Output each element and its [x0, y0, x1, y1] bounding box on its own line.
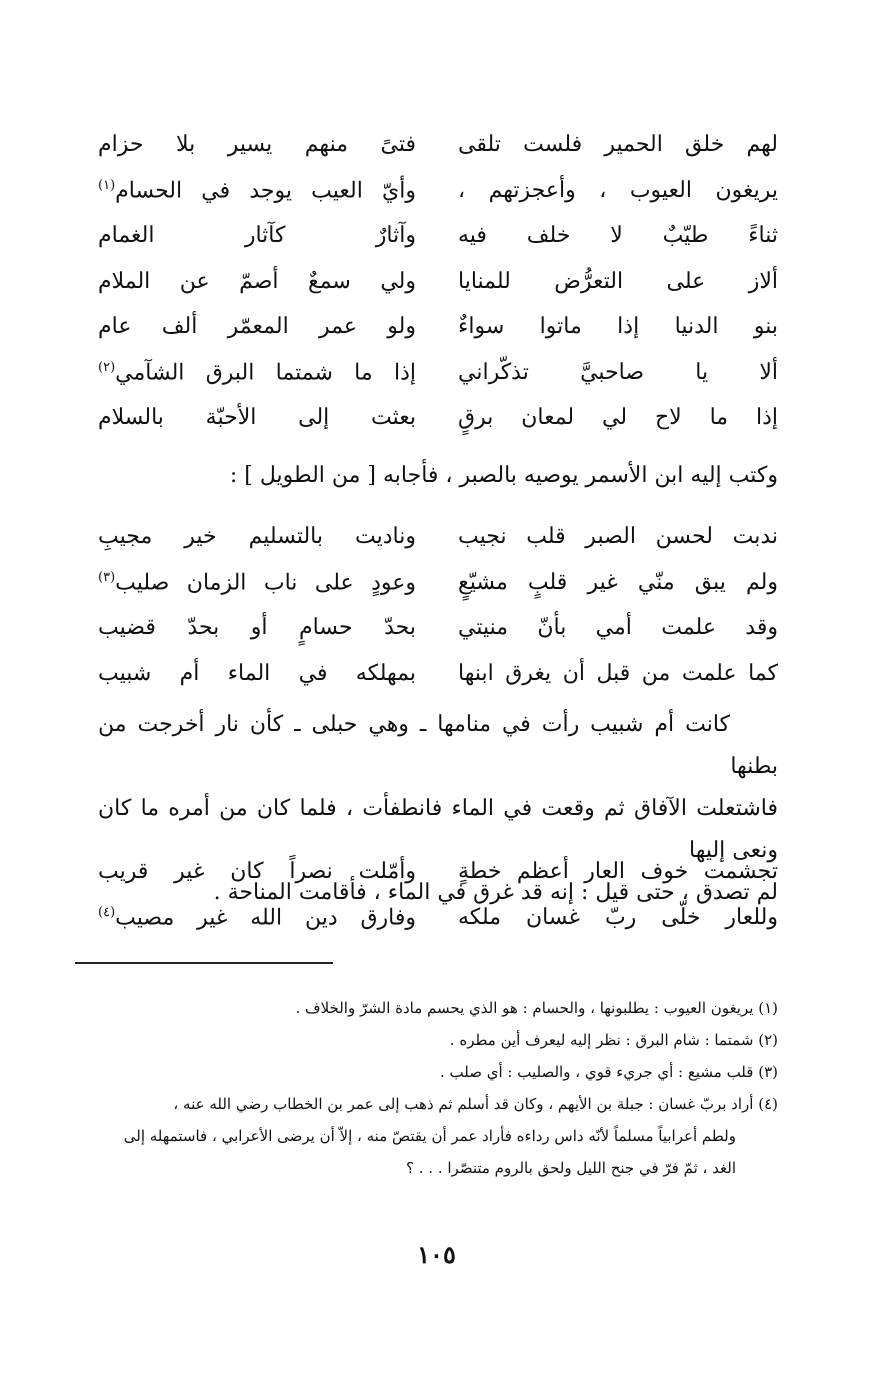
footnote-4-continued: ولطم أعرابياً مسلماً لأنّه داس رداءه فأراد عمر أن يقتصّ منه ، إلاّ أن يرضى الأعرابي ، فاستمهله إلى	[123, 1127, 736, 1145]
verse-line	[98, 122, 778, 168]
footnotes	[88, 992, 778, 1184]
first-hemistich: ألا يا صاحبيَّ تذكّراني	[458, 359, 778, 385]
first-hemistich: ثناءً طيّبٌ لا خلف فيه	[458, 223, 778, 249]
second-hemistich: بعثت إلى الأحبّة بالسلام	[98, 405, 416, 431]
first-hemistich: بنو الدنيا إذا ماتوا سواءٌ	[458, 314, 778, 340]
verse-line	[98, 168, 778, 214]
first-hemistich: وقد علمت أمي بأنّ منيتي	[458, 615, 778, 641]
footnote-1: (١) يريغون العيوب : يطلبونها ، والحسام : هو الذي يحسم مادة الشرّ والخلاف .	[295, 999, 778, 1017]
verse-line	[98, 849, 778, 895]
second-hemistich: ولو عمر المعمّر ألف عام	[98, 314, 416, 340]
second-hemistich: وفارق دين الله غير مصيب$^{(٤)}$	[98, 904, 416, 930]
verse-line	[98, 895, 778, 941]
footnote-reference: (٤)	[98, 904, 116, 920]
second-hemistich: وعودٍ على ناب الزمان صليب$^{(٣)}$	[98, 569, 416, 595]
footnote-reference: (٢)	[98, 359, 116, 375]
verse-line	[98, 605, 778, 651]
poem-block-1	[98, 122, 778, 441]
verse-line	[98, 304, 778, 350]
first-hemistich: ألاز على التعرُّض للمنايا	[458, 268, 778, 294]
page-number: ١٠٥	[417, 1240, 456, 1269]
footnote-reference: (١)	[98, 177, 116, 193]
second-hemistich: بحدّ حسامٍ أو بحدّ قضيب	[98, 615, 416, 641]
footnote-4: (٤) أراد بربّ غسان : جبلة بن الأيهم ، وكان قد أسلم ثم ذهب إلى عمر بن الخطاب رضي الله عنه ،	[173, 1095, 778, 1113]
first-hemistich: يريغون العيوب ، وأعجزتهم ،	[458, 177, 778, 203]
second-hemistich: ولي سمعٌ أصمّ عن الملام	[98, 268, 416, 294]
verse-line	[98, 213, 778, 259]
poem-block-2	[98, 514, 778, 696]
footnote-separator	[75, 962, 333, 964]
verse-line	[98, 350, 778, 396]
verse-line	[98, 395, 778, 441]
second-hemistich: وأمّلت نصراً كان غير قريب	[98, 859, 416, 885]
second-hemistich: بمهلكه في الماء أم شبيب	[98, 660, 416, 686]
footnote-reference: (٣)	[98, 569, 116, 585]
verse-line	[98, 514, 778, 560]
second-hemistich: وآثارٌ كآثار الغمام	[98, 223, 416, 249]
footnote-4-continued: الغد ، ثمّ فرّ في جنح الليل ولحق بالروم متنصّرا . . . ؟	[406, 1159, 736, 1177]
second-hemistich: وأيّ العيب يوجد في الحسام$^{(١)}$	[98, 177, 416, 203]
prose-line: فاشتعلت الآفاق ثم وقعت في الماء فانطفأت ، فلما كان من أمره ما كان ونعى إليها	[98, 796, 778, 863]
second-hemistich: إذا ما شمتما البرق الشآمي$^{(٢)}$	[98, 359, 416, 385]
first-hemistich: ندبت لحسن الصبر قلب نجيب	[458, 524, 778, 550]
intro-text: وكتب إليه ابن الأسمر يوصيه بالصبر ، فأجابه [ من الطويل ] :	[229, 463, 778, 488]
footnote-3: (٣) قلب مشيع : أي جريء قوي ، والصليب : أي صلب .	[440, 1063, 778, 1081]
second-hemistich: وناديت بالتسليم خير مجيبِ	[98, 524, 416, 550]
verse-line	[98, 651, 778, 697]
prose-line: لم تصدق ، حتى قيل : إنه قد غرق في الماء ، فأقامت المناحة .	[213, 880, 778, 905]
first-hemistich: وللعار خلّى ربّ غسان ملكه	[458, 904, 778, 930]
first-hemistich: إذا ما لاح لي لمعان برقٍ	[458, 405, 778, 431]
verse-line	[98, 560, 778, 606]
footnote-2: (٢) شمتما : شام البرق : نظر إليه ليعرف أين مطره .	[449, 1031, 778, 1049]
intro-line	[98, 455, 778, 497]
prose-line: كانت أم شبيب رأت في منامها ـ وهي حبلى ـ كأن نار أخرجت من بطنها	[98, 712, 778, 779]
verse-line	[98, 259, 778, 305]
first-hemistich: كما علمت من قبل أن يغرق ابنها	[458, 660, 778, 686]
second-hemistich: فتىً منهم يسير بلا حزام	[98, 132, 416, 158]
first-hemistich: تجشمت خوف العار أعظم خطةٍ	[458, 859, 778, 885]
first-hemistich: لهم خلق الحمير فلست تلقى	[458, 132, 778, 158]
poem-block-3	[98, 849, 778, 940]
first-hemistich: ولم يبق منّي غير قلبٍ مشيّعٍ	[458, 569, 778, 595]
